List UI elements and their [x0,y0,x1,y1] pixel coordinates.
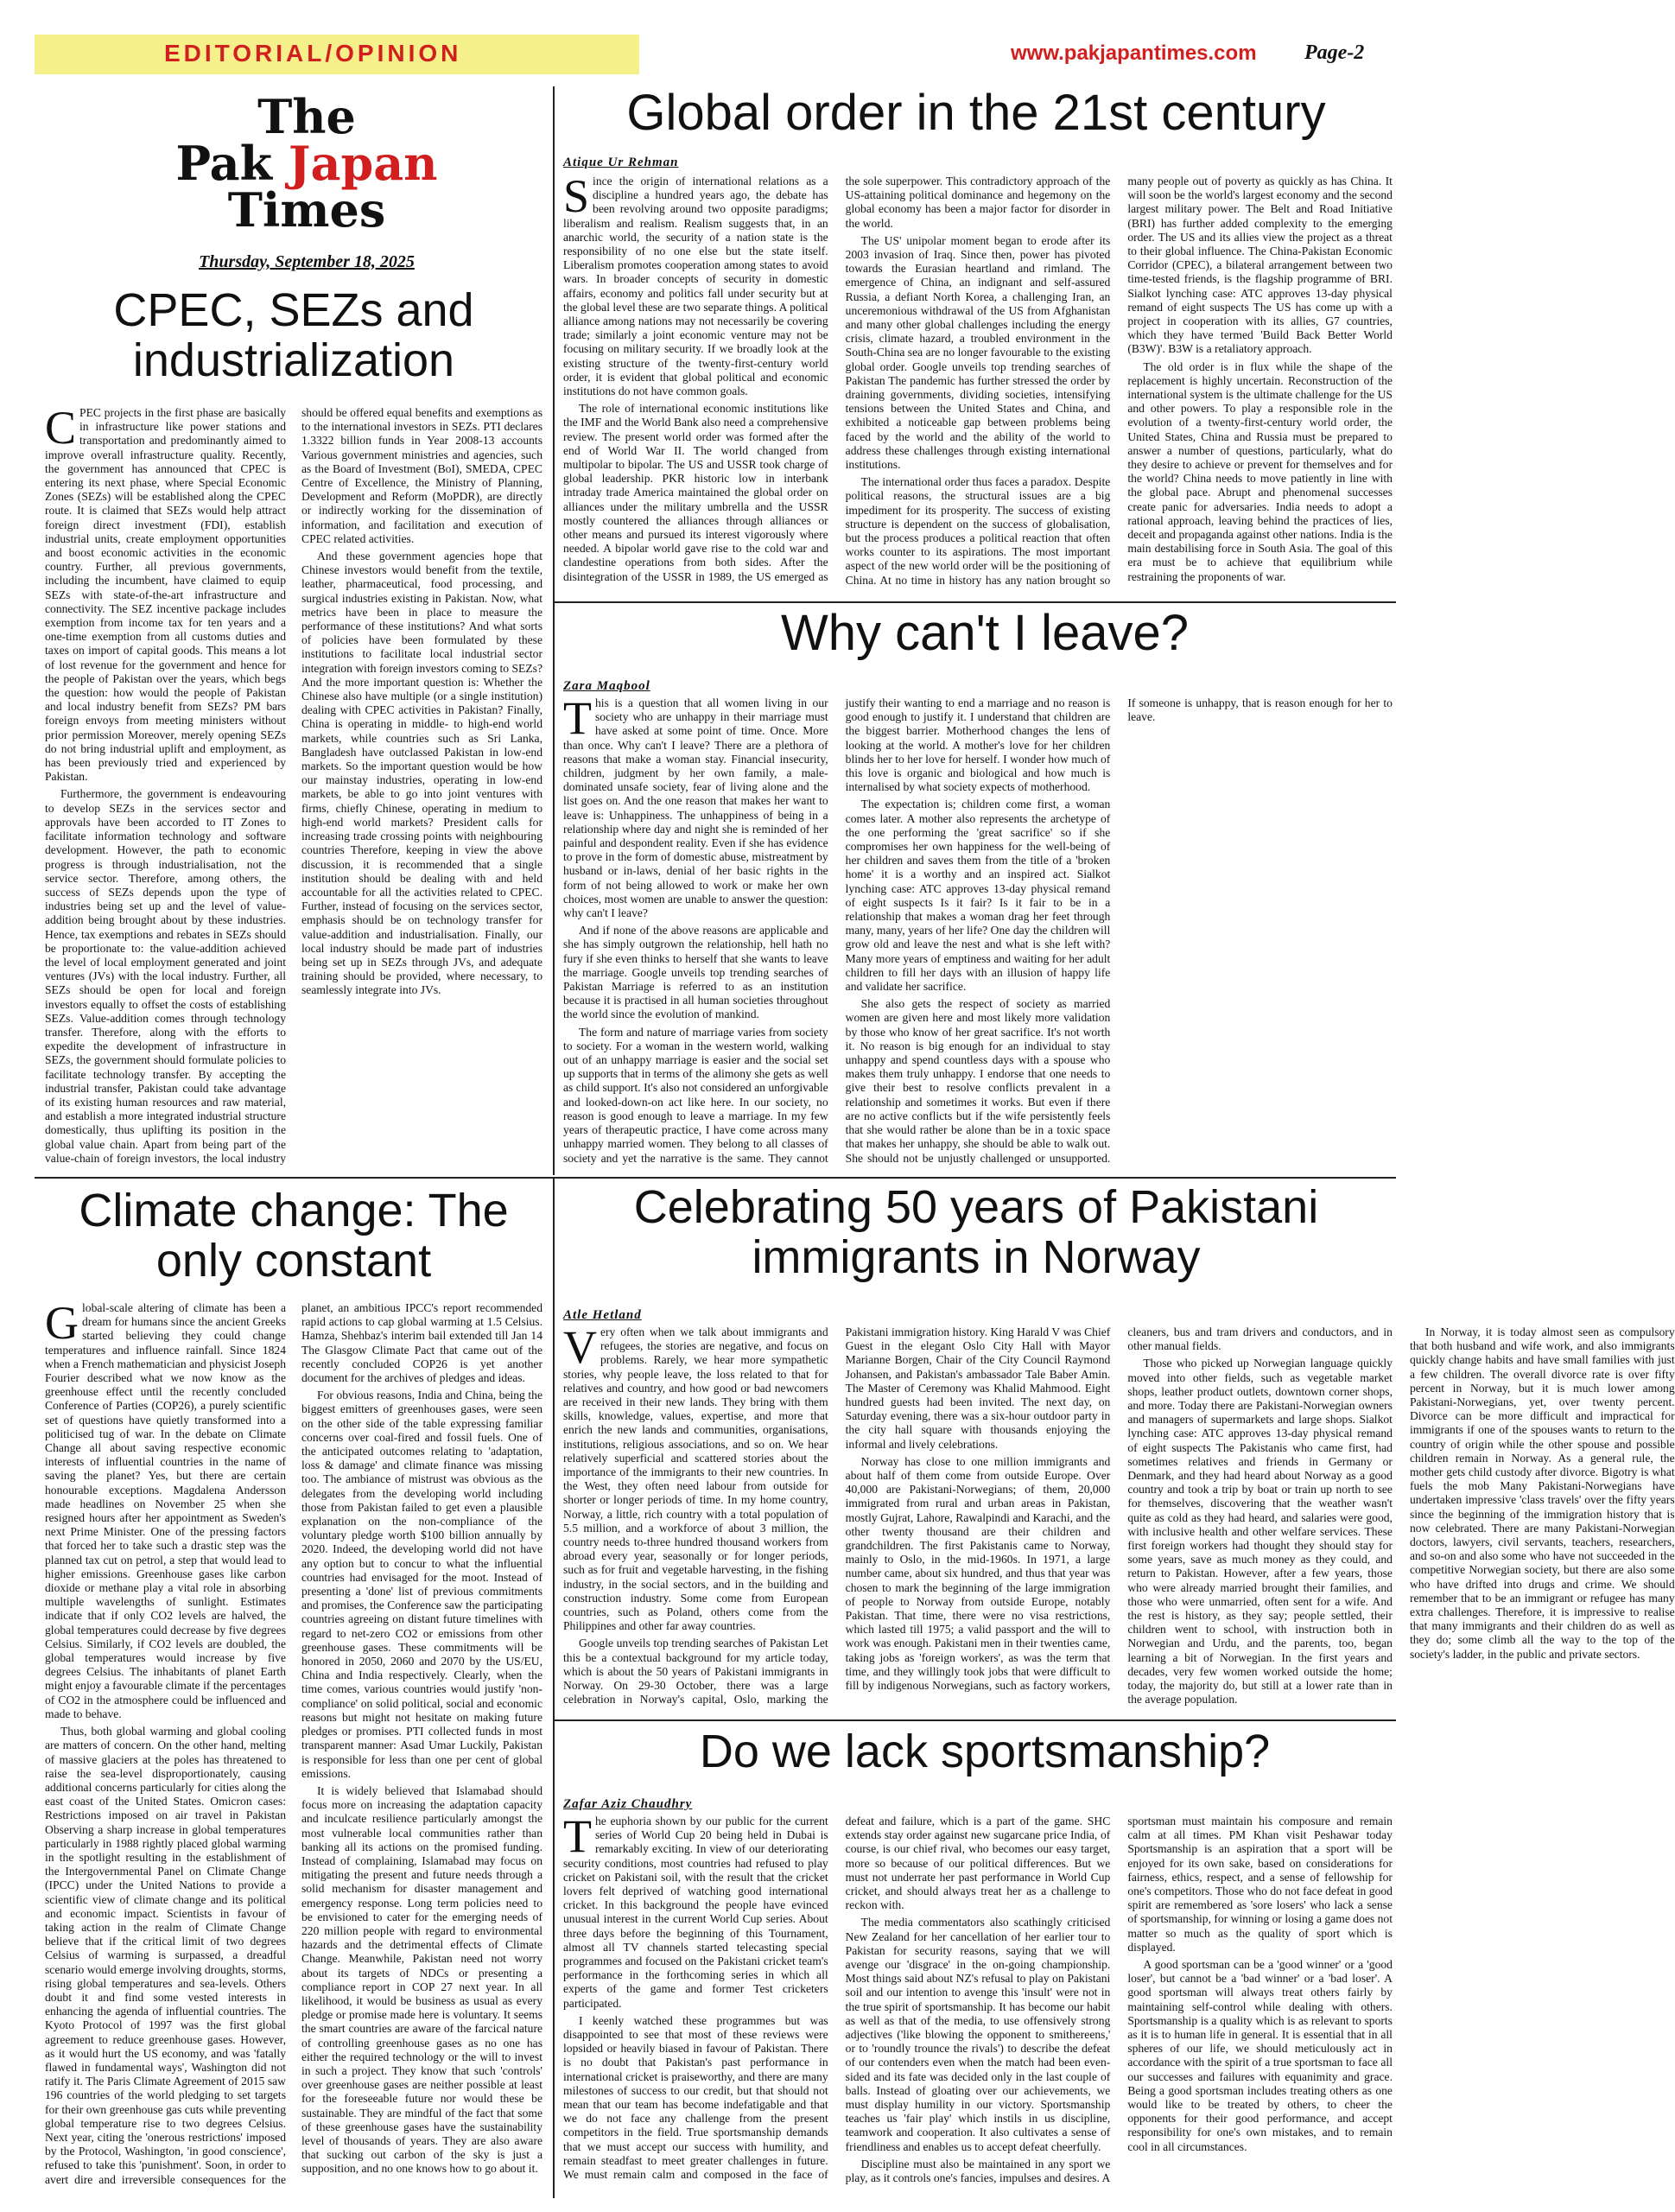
article-why-leave [563,692,1393,1170]
column-divider [553,86,555,1175]
article-paragraph: CPEC projects in the first phase are basically in infrastructure like power stations and transportation and predominantly aimed to improve overall infrastructure quality. Recently, the government has announced that CPEC is entering its next phase, where Special Economic Zones (SEZs) will be established along the CPEC route. It is claimed that SEZs would help attract foreign direct investment (FDI), establish industrial units, create employment opportunities and boost economic activities in the economic country. Further, all previous governments, including the incumbent, have claimed to equip SEZs with state-of-the-art infrastructure and connectivity. The SEZ incentive package includes exemption from income tax for ten years and a one-time exemption from all customs duties and taxes on import of capital goods. This means a lot of lost revenue for the government and hence for the people of Pakistan over the years, which begs the question: how would the people of Pakistan and local industry benefit from SEZs? PM bars foreign envoys from meeting ministers without prior permission Moreover, merely opening SEZs do not bring industrial uplift and employment, as has been previously tried and experienced by Pakistan. [45,402,286,784]
masthead-japan: Japan [288,136,438,191]
article-paragraph: And these government agencies hope that Chinese investors would benefit from the textile, leather, pharmaceutical, food processing, and surgical industries existing in Pakistan. Now, what metrics have been in place to measure the performance of these institutions? And what sorts of policies have been formulated by these institutions to facilitate local industrial sector integration with foreign investors coming to SEZs? And the more important question is: Whether the Chinese also have multiple (or a single institution) dealing with CPEC activities in Pakistan? Finally, China is operating in middle- to high-end world markets, while countries such as Sri Lanka, Bangladesh have outclassed Pakistan in low-end markets. So the important question would be how our mainstay industries, operating in low-end markets, be able to go into joint ventures with firms, chiefly Chinese, operating in medium to high-end world markets? President calls for increasing trade crossing points with neighbouring countries Therefore, keeping in view the above discussion, it is recommended that a single institution should be dealing with and held accountable for all the activities related to CPEC. Further, instead of focusing on the services sector, emphasis should be on technology transfer for value-addition and industrialisation. Finally, our local industry should be made part of industries being set up in SEZs through JVs, and adequate training should be provided, where necessary, to seamlessly integrate into JVs. [301,550,542,997]
article-paragraph: In Norway, it is today almost seen as compulsory that both husband and wife work, and also immigrants quickly change habits and have small families with just a few children. The overall divorce rate is over fifty percent in Norway, but it is much lower among Pakistani-Norwegians, yet, over twenty percent. Divorce can be more difficult and impractical for immigrants if one of the spouses wants to return to the country of origin while the other spouse and possible children remain in Norway. As a general rule, the mother gets child custody after divorce. Bigotry is what fuels the mob Many Pakistani-Norwegians have undertaken impressive 'class travels' over the fifty years since the beginning of the immigration history that is now celebrated. There are many Pakistani-Norwegian doctors, lawyers, civil servants, teachers, researchers, and so-on and also some who have not succeeded in the competitive Norwegian society, but there are also some who have drifted into drugs and crime. We should remember that to be an immigrant or refugee has many extra challenges. Therefore, it is impressive to realise that many immigrants and their children do as well as they do; some climb all the way to the top of the society's ladder, in the public and private sectors. [1409,1325,1675,1661]
article-paragraph: The international order thus faces a paradox. Despite political reasons, the structural issues are a big impediment for its prosperity. The success of existing structure is dependent on the success of globalisation, but the process produces a political reaction that often works counter to its aspirations. The most important aspect of the new world order will be the positioning of China. At no time in history has any nation brought so many people out of poverty as quickly as has China. It will soon be the world's largest economy and the second largest military power. The Belt and Road Initiative (BRI) has further added complexity to the emerging order. The US and its allies view the project as a threat to their global influence. The China-Pakistan Economic Corridor (CPEC), a bilateral arrangement between two time-tested friends, is the flagship programme of BRI. Sialkot lynching case: ATC approves 13-day physical remand of eight suspects The US has come up with a project in cooperation with its allies, G7 countries, which they have termed 'Build Back Better World (B3W)'. B3W is a retaliatory approach. [845,175,1393,587]
headline-global-order: Global order in the 21st century [626,85,1326,141]
masthead [73,89,540,238]
article-paragraph: The old order is in flux while the shape of the replacement is highly uncertain. Reconstruction of the international system is the ultimate challenge for the US and other powers. To play a responsible role in the evolution of a twenty-first-century world order, the United States, China and Russia must be prepared to answer a number of questions, particularly, what do they desire to achieve or prevent for themselves and for the world? China needs to move patiently in line with the global pace. Abrupt and phenomenal successes create panic for adversaries. India needs to adopt a rational approach, leaving behind the practices of lies, deceit and propaganda against other nations. India is the main destabilising force in South Asia. The goal of this era must be to achieve that equilibrium while restraining the proponents of war. [1127,359,1393,583]
article-paragraph: Very often when we talk about immigrants and refugees, the stories are negative, and focus on problems. Rarely, we hear more sympathetic stories, why people leave, the loss related to that for relatives and country, and how good or bad newcomers are received in their new lands. They bring with them skills, knowledge, values, expertise, and more that enrich the new lands and communities, organisations, institutions, religious associations, and so on. We hear relatively superficial and scattered stories about the importance of the immigrants to their new countries. In the West, they often need labour from outside for shorter or longer periods of time. In my home country, Norway, a little, rich country with a total population of 5.5 million, and a workforce of about 3 million, the country needs to-three hundred thousand workers from abroad every year, seasonally or for longer periods, such as for fruit and vegetable harvesting, in the fishing industry, in the social sectors, and in the building and construction industry. Some come from European countries, such as Poland, others come from the Philippines and other far away countries. [563,1321,828,1633]
article-paragraph: Google unveils top trending searches of Pakistan Let this be a contextual background for my article today, which is about the 50 years of Pakistani immigrants in Norway. On 29-30 October, there was a large celebration in Norway's capital, Oslo, marking the Pakistani immigration history. King Harald V was Chief Guest in the elegant Oslo City Hall with Mayor Marianne Borgen, Chair of the City Council Raymond Johansen, and Pakistan's ambassador Tale Baber Amin. The Master of Ceremony was Khalid Mahmood. Eight hundred guests had been invited. The next day, on Saturday evening, there was a six-hour outdoor party in the city hall square with thousands enjoying the informal and lively celebrations. [563,1325,1111,1707]
byline-global-order: Atique Ur Rehman [563,156,679,169]
article-paragraph: Those who picked up Norwegian language quickly moved into other fields, such as vegetable market shops, leather product outlets, downtown corner shops, and more. Today there are Pakistani-Norwegian owners and managers of supermarkets and large shops. Sialkot lynching case: ATC approves 13-day physical remand of eight suspects The Pakistanis who came first, had sometimes relatives and friends in Germany or Denmark, and they had heard about Norway as a good country and took a trip by boat or train up north to see for themselves, discovering that the weather wasn't quite as cold as they had heard, and salaries were good, with inclusive health and other welfare services. These first foreign workers had thought they should stay for some years, save as much money as they could, and return to Pakistan. However, after a few years, those who were already married brought their families, and those who were unmarried, often sent for a wife. And the rest is history, as they say; people settled, their children went to school, with instruction both in Norwegian and Urdu, and the parents, too, began learning a bit of Norwegian. In the first years and decades, very few women worked outside the home; today, the majority do, but still at a lower rate than in the average population. [1127,1357,1393,1707]
headline-climate: Climate change: The only constant [79,1185,509,1287]
article-paragraph: The euphoria shown by our public for the current series of World Cup 20 being held in Dubai is remarkably exciting. In view of our deteriorating security conditions, most countries had refused to play cricket on Pakistani soil, with the result that the cricket lovers felt deprived of watching good international cricket. In this background the people have evinced unusual interest in the current World Cup series. About three days before the beginning of this Tournament, almost all TV channels started telecasting special programmes and focused on the Pakistani cricket team's performance in the forthcoming series in which all experts of the game and former Test cricketers participated. [563,1810,828,2010]
issue-date: Thursday, September 18, 2025 [199,252,415,271]
byline-norway: Atle Hetland [563,1308,642,1322]
article-paragraph: For obvious reasons, India and China, being the biggest emitters of greenhouses gases, were seen on the other side of the table expressing familiar concerns over coal-fired and fossil fuels. One of the anticipated outcomes relating to 'adaptation, loss & damage' and climate finance was missing too. The ambiance of mistrust was obvious as the delegates from the developing world including those from Pakistan failed to get even a plausible explanation on the non-compliance of the voluntary pledge worth $100 billion annually by 2020. Indeed, the developing world did not have any option but to concur to what the influential countries had envisaged for the moot. Instead of presenting a 'done' list of previous commitments and promises, the Conference saw the participating countries agreeing on distant future timelines with regard to net-zero CO2 or emissions from other greenhouse gases. These commitments will be honored in 2050, 2060 and 2070 by the US/EU, China and India respectively. Clearly, when the time comes, various countries would justify 'non-compliance' on solid political, social and economic reasons but might not hesitate on making future pledges or promises. PTI collected funds in most transparent manner: Asad Umar Luckily, Pakistan is responsible for less than one per cent of global emissions. [301,1389,542,1780]
headline-norway: Celebrating 50 years of Pakistani immigrants in Norway [633,1181,1319,1284]
section-divider [555,1719,1396,1721]
article-paragraph: This is a question that all women living in our society who are unhappy in their marriage must have asked at some point of time. Once. More than once. Why can't I leave? There are a plethora of reasons that make a woman stay. Financial insecurity, children, judgment by her own family, a male-dominated unsafe society, fear of living alone and the list goes on. And the one reason that makes her want to leave is: Unhappiness. The unhappiness of being in a relationship where day and night she is reminded of her painful and despondent reality. Even if she has evidence to prove in the form of domestic abuse, mistreatment by husband or in-laws, denial of her basic rights in the form of not being allowed to work or make her own choices, most women are unable to answer the question: why can't I leave? [563,692,828,920]
article-paragraph: Norway has close to one million immigrants and about half of them come from outside Europe. Over 40,000 are Pakistani-Norwegians; of them, 20,000 immigrated from rural and urban areas in Pakistan, mostly Gujrat, Lahore, Rawalpindi and Karachi, and the other twenty thousand are their children and grandchildren. The first Pakistanis came to Norway, mainly to Oslo, in the mid-1960s. In 1971, a large number came, about six hundred, and thus that year was chosen to mark the beginning of the large immigration of people to Norway from outside Europe, notably Pakistan. That time, there were no visa restrictions, which lasted till 1975; a valid passport and the will to work was enough. Pakistani men in their twenties came, taking jobs as 'foreign workers', as was the term that time, and they willingly took jobs that were difficult to fill by indigenous Norwegians, such as factory workers, cleaners, bus and tram drivers and conductors, and in other manual fields. [845,1325,1393,1693]
column-divider [553,1179,555,2198]
article-global-order [563,170,1393,594]
article-paragraph: Discipline must also be maintained in any sport we play, as it controls one's fancies, impulses and desires. A sportsman must maintain his composure and remain calm at all times. PM Khan visit Peshawar today Sportsmanship is an aspiration that a sport will be enjoyed for its own sake, based on considerations for fairness, ethics, respect, and a sense of fellowship for one's competitors. Those who do not face defeat in good spirit are remembered as 'sore losers' who lack a sense of sportsmanship, for winning or losing a game does not matter so much as the quality of sport which is displayed. [845,1815,1393,2185]
masthead-line-3: Times [227,182,386,238]
article-paragraph: Since the origin of international relations as a discipline a hundred years ago, the debate has been revolving around two opposite paradigms; liberalism and realism. Realism suggests that, in an anarchic world, the security of a nation state is the responsibility of no one else but the state itself. Liberalism promotes cooperation among states to avoid wars. In broader concepts of security in domestic affairs, economy and politics fall under security but at the global level these are two separate things. A political alliance among nations may not necessarily be covering trade; similarly a joint economic venture may not be focusing on military security. If we broadly look at the existing structure of the twenty-first-century world order, it is evident that global political and economic institutions do not have common goals. [563,170,828,398]
article-norway [563,1321,1675,1713]
article-paragraph: Thus, both global warming and global cooling are matters of concern. On the other hand, melting of massive glaciers at the poles has threatened to raise the sea-level disproportionately, causing additional concerns particularly for cities along the east coast of the United States. Omicron cases: Restrictions imposed on air travel in Pakistan Observing a sharp increase in global temperatures particularly in 1988 rightly placed global warming in the spotlight resulting in the establishment of the Intergovernmental Panel on Climate Change (IPCC) under the United Nations to provide a scientific view of climate change and its political and economic impact. Scientists in favour of taking action in the realm of Climate Change believe that if the critical limit of two degrees Celsius of warming is surpassed, a dreadful scenario would emerge involving droughts, storms, rising global temperatures and sea-levels. Others doubt it and find some vested interests in enhancing the agenda of influential countries. The Kyoto Protocol of 1997 was the first global agreement to reduce greenhouse gases. However, as it would hurt the US economy, and was 'fatally flawed in fundamental ways', Washington did not ratify it. The Paris Climate Agreement of 2015 saw 196 countries of the world pledging to set targets for their own greenhouse gas cuts while preventing global temperature rise to two degrees Celsius. Next year, citing the 'onerous restrictions' imposed by the Protocol, Washington, 'in good conscience', refused to take this 'punishment'. Soon, in order to avert dire and irreversible consequences for the planet, an ambitious IPCC's report recommended rapid actions to cap global warming at 1.5 Celsius. Hamza, Shehbaz's interim bail extended till Jan 14 The Glasgow Climate Pact that came out of the recently concluded COP26 is yet another document for the archives of pledges and ideas. [45,1301,542,2186]
byline-why-leave: Zara Maqbool [563,679,650,693]
byline-sportsmanship: Zafar Aziz Chaudhry [563,1797,693,1811]
masthead-line-2 [73,136,540,191]
article-paragraph: The role of international economic institutions like the IMF and the World Bank also need a comprehensive review. The present world order was formed after the end of World War II. The world changed from multipolar to bipolar. The US and USSR took charge of global leadership. PKR historic low in interbank intraday trade America maintained the global order on alliances under the military umbrella and the USSR mostly countered the alliances through alliances or other means and pursued its interest vigorously where needed. A bipolar world gave rise to the cold war and clandestine operations from both sides. After the disintegration of the USSR in 1989, the US emerged as the sole superpower. This contradictory approach of the US-attaining political dominance and hegemony on the global economy has been a major factor for disorder in the world. [563,175,1111,583]
article-paragraph: She also gets the respect of society as married women are given here and most likely more validation by those who know of her great sacrifice. It's not worth it. No reason is big enough for an individual to stay unhappy and spend countless days with a spouse who makes them truly unhappy. I endorse that one needs to give their best to resolve conflicts prevalent in a relationship and sometimes it works. But even if there are no active conflicts but if the wife persistently feels that she would rather be alone than be in a toxic space that makes her unhappy, she should be able to walk out. She should not be unjustly challenged or unsupported. If someone is unhappy, that is reason enough for her to leave. [845,696,1393,1165]
article-paragraph: The US' unipolar moment began to erode after its 2003 invasion of Iraq. Since then, power has pivoted towards the Eurasian heartland and rimland. The emergence of China, an indignant and self-assured Russia, a defiant North Korea, a challenging Iran, an unceremonious withdrawal of the US from Afghanistan and many other global challenges including the energy crisis, climate hazard, a troubled environment in the South-China sea are no longer favourable to the existing global order. Google unveils top trending searches of Pakistan The pandemic has further stressed the order by draining governments, dividing societies, intensifying tensions between the United States and China, and exhibited a noticeable gap between problems being faced by the world and the ability of the world to address these challenges through existing international institutions. [845,233,1111,472]
article-paragraph: Furthermore, the government is endeavouring to develop SEZs in the services sector and approvals have been accorded to IT Zones to facilitate information technology and software development. However, the path to economic progress is through industrialisation, not the service sector. Therefore, among others, the success of SEZs depends upon the type of industries being set up and the level of value-addition being brought about by these industries. Hence, tax exemptions and rebates in SEZs should be proportionate to: the value-addition achieved the level of local employment generated and joint ventures (JVs) with the local industry. Further, all SEZs should be open for local and foreign investors equally to offset the costs of establishing SEZs. Value-addition comes through technology transfer. Therefore, along with the efforts to expedite the development of infrastructure in SEZs, the government should formulate policies to facilitate technology transfer. By accepting the industrial transfer, Pakistan could take advantage of its existing human resources and raw material, and establish a more integrated industrial structure domestically, thus uplifting its position in the global value chain. Apart from being part of the value-chain of foreign investors, the local industry should be offered equal benefits and exemptions as to the international investors in SEZs. PTI declares 1.3322 billion funds in Year 2008-13 accounts Various government ministries and agencies, such as the Board of Investment (BoI), SMEDA, CPEC Centre of Excellence, the Ministry of Planning, Development and Reform (MoPDR), are directly or indirectly working for the dissemination of information, and facilitation and execution of CPEC related activities. [45,406,542,1165]
section-divider [35,1177,1396,1179]
article-sportsmanship [563,1810,1393,2195]
article-paragraph: Global-scale altering of climate has been a dream for humans since the ancient Greeks started believing they could change temperatures and influence rainfall. Since 1824 when a French mathematician and physicist Joseph Fourier described what we now know as the greenhouse effect until the recently concluded Conference of Parties (COP26), a purely scientific set of questions have quietly transformed into a politicised tug of war. In the debate on Climate Change all about saving respective economic interests of influential countries in the name of saving the planet? Yes, but there are certain honourable exceptions. Magdalena Andersson made headlines on November 25 when she resigned hours after her appointment as Sweden's next Prime Minister. One of the pressing factors that forced her to take such a drastic step was the planned tax cut on petrol, a step that would lead to higher emissions. Greenhouse gases like carbon dioxide or methane play a vital role in absorbing multiple wavelengths of sunlight. Estimates indicate that if only CO2 levels are halved, the global temperatures could decrease by five degrees Celsius. Similarly, if CO2 levels are doubled, the global temperatures would increase by five degrees Celsius. The inhabitants of planet Earth might enjoy a favourable climate if the percentages of CO2 in the atmosphere could be influenced and made to behave. [45,1297,286,1720]
page-header [35,35,1396,74]
section-label: EDITORIAL/OPINION [164,40,462,67]
article-paragraph: It is widely believed that Islamabad should focus more on increasing the adaptation capacity and inculcate resilience particularly amongst the most vulnerable local communities rather than banking all its actions on the promised funding. Instead of complaining, Islamabad may focus on mitigating the present and future needs through a solid mechanism for disaster management and emergency response. Long term policies need to be envisioned to cater for the emerging needs of 220 million people with regard to environmental hazards and the detrimental effects of Climate Change. Meanwhile, Pakistan need not worry about its targets of NDCs or presenting a compliance report in COP 27 next year. In all likelihood, it would be business as usual as every pledge or promise made here is voluntary. It seems the smart countries are aware of the farcical nature of controlling greenhouse gases as no one has either the required technology or the will to invest in such a project. They know that such 'controls' over greenhouse gases are neither possible at least for the foreseeable future nor would these be sustainable. They are mindful of the fact that some of these greenhouse gases have the sustainability level of thousands of years. They are also aware that sucking out carbon of the sky is just a supposition, and no one knows how to go about it. [301,1783,542,2176]
page-number: Page-2 [1304,41,1365,64]
masthead-line-1: The [257,89,356,144]
headline-sportsmanship: Do we lack sportsmanship? [699,1726,1271,1777]
article-climate [45,1297,542,2195]
site-url[interactable]: www.pakjapantimes.com [1011,41,1257,65]
article-paragraph: The expectation is; children come first, a woman comes later. A mother also represents the archetype of the one performing the 'great sacrifice' so if she compromises her own happiness for the well-being of her children and saves them from the title of a 'broken home' it is a worthy and an inspired act. Sialkot lynching case: ATC approves 13-day physical remand of eight suspects Is it fair? Is it fair to be in a relationship that makes a woman drag her feet through many, many, years of her life? One day the children will grow old and leave the nest and what is she left with? Many more years of emptiness and waiting for her adult children to fill her days with an illusion of happy life and validate her sacrifice. [845,798,1111,994]
headline-why-leave: Why can't I leave? [780,605,1190,661]
article-paragraph: The form and nature of marriage varies from society to society. For a woman in the western world, walking out of an unhappy marriage is easier and the social set up supports that in terms of the alimony she gets as well as child support. It's also not considered an unforgivable and looked-down-on act like here. In our society, no reason is good enough to leave a marriage. In my few years of therapeutic practice, I have come across many unhappy married women. They belong to all classes of society and yet the narrative is the same. They cannot justify their wanting to end a marriage and no reason is good enough to justify it. I understand that children are the biggest barrier. Motherhood changes the lens of looking at the world. A mother's love for her children blinds her to her love for herself. I wonder how much of this love is organic and biological and how much is internalised by what society expects of motherhood. [563,696,1111,1165]
section-divider [555,601,1396,603]
headline-cpec: CPEC, SEZs and industrialization [113,284,474,387]
article-cpec [45,402,542,1166]
article-paragraph: A good sportsman can be a 'good winner' or a 'good loser', but cannot be a 'bad winner' or a 'bad loser'. A good sportsman will always treat others fairly by maintaining self-control while dealing with others. Sportsmanship is a quality which is as relevant to sports as it is to human life in general. It is essential that in all spheres of our life, we should meticulously act in accordance with the spirit of a true sportsman to face all our successes and failures with equanimity and grace. Being a good sportsman includes treating others as one would like to be treated by others, to cheer the opponents for their good performance, and accept responsibility for one's own mistakes, and to remain cool in all circumstances. [1127,1958,1393,2153]
article-paragraph: And if none of the above reasons are applicable and she has simply outgrown the relationship, hell hath no fury if she even thinks to herself that she wants to leave the marriage. Google unveils top trending searches of Pakistan Marriage is referred to as an institution because it is practised in all human societies throughout the world since the evolution of mankind. [563,924,828,1021]
article-paragraph: I keenly watched these programmes but was disappointed to see that most of these reviews were lopsided or heavily biased in favour of Pakistan. There is no doubt that Pakistan's past performance in international cricket is praiseworthy, and there are many milestones of success to our credit, but that should not mean that our team has become indefatigable and that we do not face any challenge from the present competitors in the field. True sportsmanship demands that we must accept our success with humility, and remain steadfast to meet greater challenges in future. We must remain calm and composed in the face of defeat and failure, which is a part of the game. SHC extends stay order against new sugarcane price India, of course, is our chief rival, who becomes our easy target, more so because of our political differences. But we must not underrate her past performance in World Cup cricket, and should always treat her as a challenge to reckon with. [563,1815,1111,2182]
article-paragraph: The media commentators also scathingly criticised New Zealand for her cancellation of her earlier tour to Pakistan for security reasons, saying that we will avenge our 'disgrace' in the on-going championship. Most things said about NZ's refusal to play on Pakistani soil and our intention to avenge this 'insult' were not in the true spirit of sportsmanship. It has become our habit as well as that of the media, to use offensively strong adjectives ('like blowing the opponent to smithereens,' or to 'roundly trounce the rivals') to describe the defeat of our contenders even when the match had been even-sided and its fate was decided only in the last couple of balls. Instead of gloating over our achievements, we must display humility in our victory. Sportsmanship teaches us 'fair play' which instils in us discipline, teamwork and cooperation. It also cultivates a sense of friendliness and enables us to accept defeat cheerfully. [845,1916,1111,2153]
masthead-pak: Pak [175,136,273,191]
